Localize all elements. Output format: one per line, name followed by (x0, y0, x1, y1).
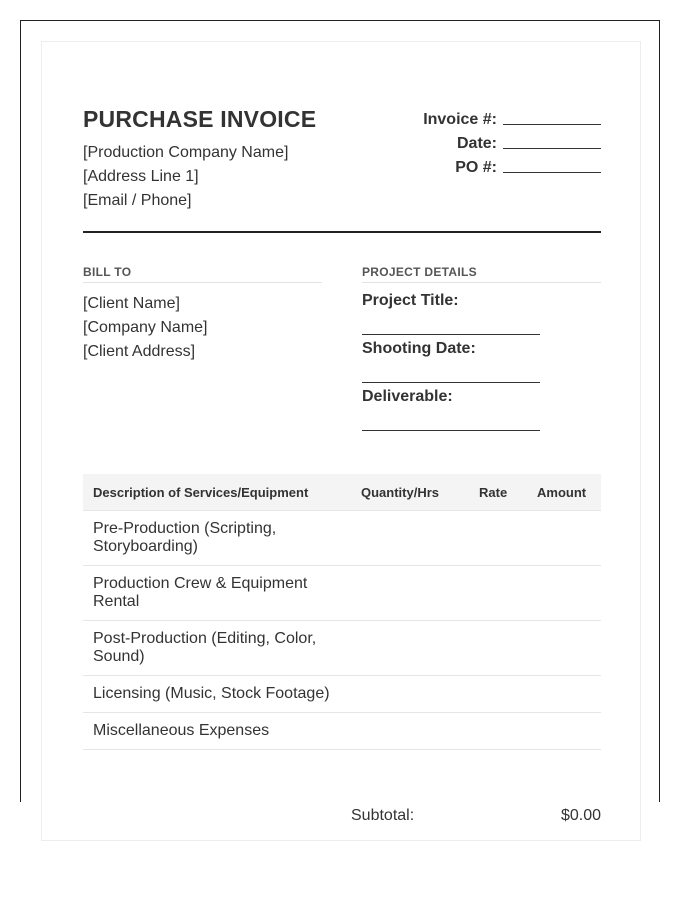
company-address: [Address Line 1] (83, 168, 199, 185)
row-rate[interactable] (469, 676, 527, 713)
row-quantity[interactable] (351, 713, 469, 750)
project-details-heading: PROJECT DETAILS (362, 265, 601, 283)
row-quantity[interactable] (351, 621, 469, 676)
row-quantity[interactable] (351, 676, 469, 713)
row-description: Pre-Production (Scripting, Storyboarding) (83, 511, 351, 566)
invoice-meta (341, 105, 601, 177)
row-description: Post-Production (Editing, Color, Sound) (83, 621, 351, 676)
row-rate[interactable] (469, 566, 527, 621)
line-items-table (83, 474, 601, 750)
project-title-line[interactable] (362, 334, 540, 335)
bill-to-heading: BILL TO (83, 265, 322, 283)
subtotal-label: Subtotal: (351, 807, 415, 824)
header-amount: Amount (527, 474, 601, 511)
row-rate[interactable] (469, 713, 527, 750)
bill-to-info (83, 292, 208, 364)
deliverable-field (362, 388, 540, 431)
company-name: [Production Company Name] (83, 144, 289, 161)
row-amount[interactable] (527, 676, 601, 713)
invoice-number-label: Invoice #: (423, 111, 497, 128)
row-description: Production Crew & Equipment Rental (83, 566, 351, 621)
shooting-date-field (362, 340, 540, 383)
shooting-date-label: Shooting Date: (362, 340, 476, 357)
table-row (83, 713, 601, 750)
po-field[interactable] (503, 172, 601, 173)
table-row (83, 566, 601, 621)
po-label: PO #: (455, 159, 497, 176)
row-amount[interactable] (527, 621, 601, 676)
project-title-label: Project Title: (362, 292, 459, 309)
company-info (83, 141, 288, 213)
row-description: Licensing (Music, Stock Footage) (83, 676, 351, 713)
invoice-number-field[interactable] (503, 124, 601, 125)
table-row (83, 621, 601, 676)
client-address: [Client Address] (83, 343, 196, 360)
row-quantity[interactable] (351, 566, 469, 621)
header-rate: Rate (469, 474, 527, 511)
project-title-field (362, 292, 540, 335)
table-row (83, 676, 601, 713)
row-description: Miscellaneous Expenses (83, 713, 351, 750)
po-row (341, 153, 601, 177)
date-label: Date: (456, 135, 497, 152)
row-quantity[interactable] (351, 511, 469, 566)
row-amount[interactable] (527, 566, 601, 621)
header-description: Description of Services/Equipment (83, 474, 351, 511)
document-frame (20, 20, 660, 824)
row-amount[interactable] (527, 511, 601, 566)
invoice-number-row (341, 105, 601, 129)
invoice-title: PURCHASE INVOICE (83, 106, 317, 132)
header-quantity: Quantity/Hrs (351, 474, 469, 511)
table-header-row (83, 474, 601, 511)
deliverable-line[interactable] (362, 430, 540, 431)
subtotal-value: $0.00 (560, 807, 601, 824)
row-amount[interactable] (527, 713, 601, 750)
shooting-date-line[interactable] (362, 382, 540, 383)
header-divider (83, 231, 601, 233)
company-contact: [Email / Phone] (83, 192, 192, 209)
client-name: [Client Name] (83, 295, 180, 312)
date-field[interactable] (503, 148, 601, 149)
deliverable-label: Deliverable: (362, 388, 453, 405)
client-company: [Company Name] (83, 319, 208, 336)
row-rate[interactable] (469, 621, 527, 676)
invoice-sheet (41, 41, 641, 841)
table-row (83, 511, 601, 566)
date-row (341, 129, 601, 153)
row-rate[interactable] (469, 511, 527, 566)
